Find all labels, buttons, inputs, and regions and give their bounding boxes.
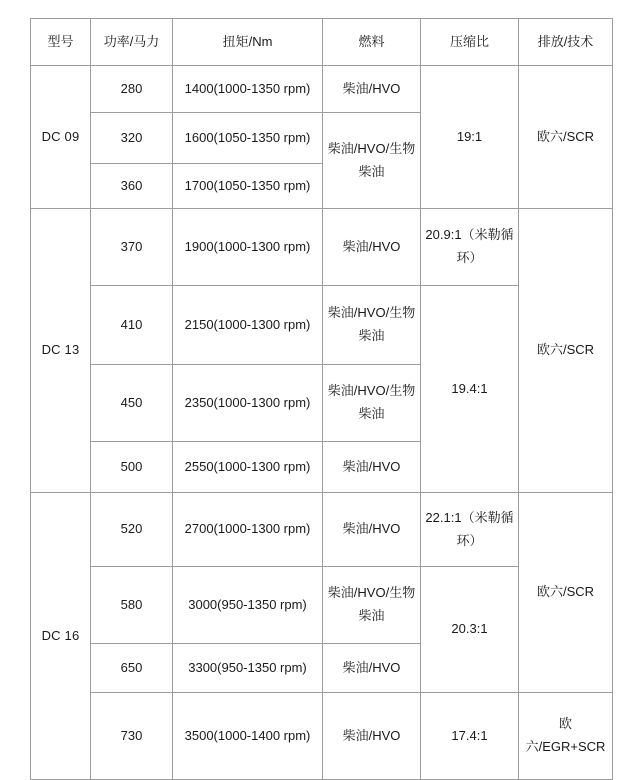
cell-compression-ratio: 22.1:1（米勒循环） — [421, 493, 519, 567]
cell-torque: 1600(1050-1350 rpm) — [173, 113, 323, 164]
table-header — [31, 19, 613, 66]
cell-torque: 2350(1000-1300 rpm) — [173, 365, 323, 442]
cell-fuel: 柴油/HVO/生物柴油 — [323, 113, 421, 209]
cell-power: 650 — [91, 644, 173, 693]
cell-emission: 欧六/SCR — [519, 209, 613, 493]
cell-power: 370 — [91, 209, 173, 286]
cell-model: DC 16 — [31, 493, 91, 780]
cell-torque: 1400(1000-1350 rpm) — [173, 66, 323, 113]
cell-compression-ratio: 17.4:1 — [421, 693, 519, 780]
cell-compression-ratio: 19:1 — [421, 66, 519, 209]
cell-fuel: 柴油/HVO — [323, 209, 421, 286]
table-body — [31, 66, 613, 780]
cell-power: 730 — [91, 693, 173, 780]
engine-spec-table — [30, 18, 613, 780]
cell-power: 450 — [91, 365, 173, 442]
column-header-ratio: 压缩比 — [421, 19, 519, 66]
cell-power: 280 — [91, 66, 173, 113]
cell-compression-ratio: 20.3:1 — [421, 567, 519, 693]
cell-fuel: 柴油/HVO — [323, 442, 421, 493]
cell-fuel: 柴油/HVO/生物柴油 — [323, 365, 421, 442]
cell-power: 580 — [91, 567, 173, 644]
cell-torque: 3300(950-1350 rpm) — [173, 644, 323, 693]
cell-power: 360 — [91, 164, 173, 209]
cell-compression-ratio: 19.4:1 — [421, 286, 519, 493]
cell-fuel: 柴油/HVO — [323, 66, 421, 113]
cell-power: 500 — [91, 442, 173, 493]
cell-emission: 欧六/SCR — [519, 66, 613, 209]
cell-model: DC 09 — [31, 66, 91, 209]
cell-fuel: 柴油/HVO — [323, 493, 421, 567]
cell-torque: 2550(1000-1300 rpm) — [173, 442, 323, 493]
cell-emission: 欧六/EGR+SCR — [519, 693, 613, 780]
cell-torque: 2150(1000-1300 rpm) — [173, 286, 323, 365]
table-row — [31, 693, 613, 780]
cell-fuel: 柴油/HVO/生物柴油 — [323, 567, 421, 644]
cell-compression-ratio: 20.9:1（米勒循环） — [421, 209, 519, 286]
header-row — [31, 19, 613, 66]
cell-torque: 3500(1000-1400 rpm) — [173, 693, 323, 780]
cell-fuel: 柴油/HVO — [323, 693, 421, 780]
column-header-fuel: 燃料 — [323, 19, 421, 66]
cell-torque: 1900(1000-1300 rpm) — [173, 209, 323, 286]
cell-torque: 1700(1050-1350 rpm) — [173, 164, 323, 209]
cell-emission: 欧六/SCR — [519, 493, 613, 693]
table-row — [31, 493, 613, 567]
cell-fuel: 柴油/HVO/生物柴油 — [323, 286, 421, 365]
cell-power: 520 — [91, 493, 173, 567]
cell-power: 410 — [91, 286, 173, 365]
column-header-emission: 排放/技术 — [519, 19, 613, 66]
cell-model: DC 13 — [31, 209, 91, 493]
cell-power: 320 — [91, 113, 173, 164]
table-row — [31, 66, 613, 113]
column-header-torque: 扭矩/Nm — [173, 19, 323, 66]
column-header-model: 型号 — [31, 19, 91, 66]
cell-torque: 2700(1000-1300 rpm) — [173, 493, 323, 567]
table-row — [31, 209, 613, 286]
cell-torque: 3000(950-1350 rpm) — [173, 567, 323, 644]
cell-fuel: 柴油/HVO — [323, 644, 421, 693]
column-header-power: 功率/马力 — [91, 19, 173, 66]
